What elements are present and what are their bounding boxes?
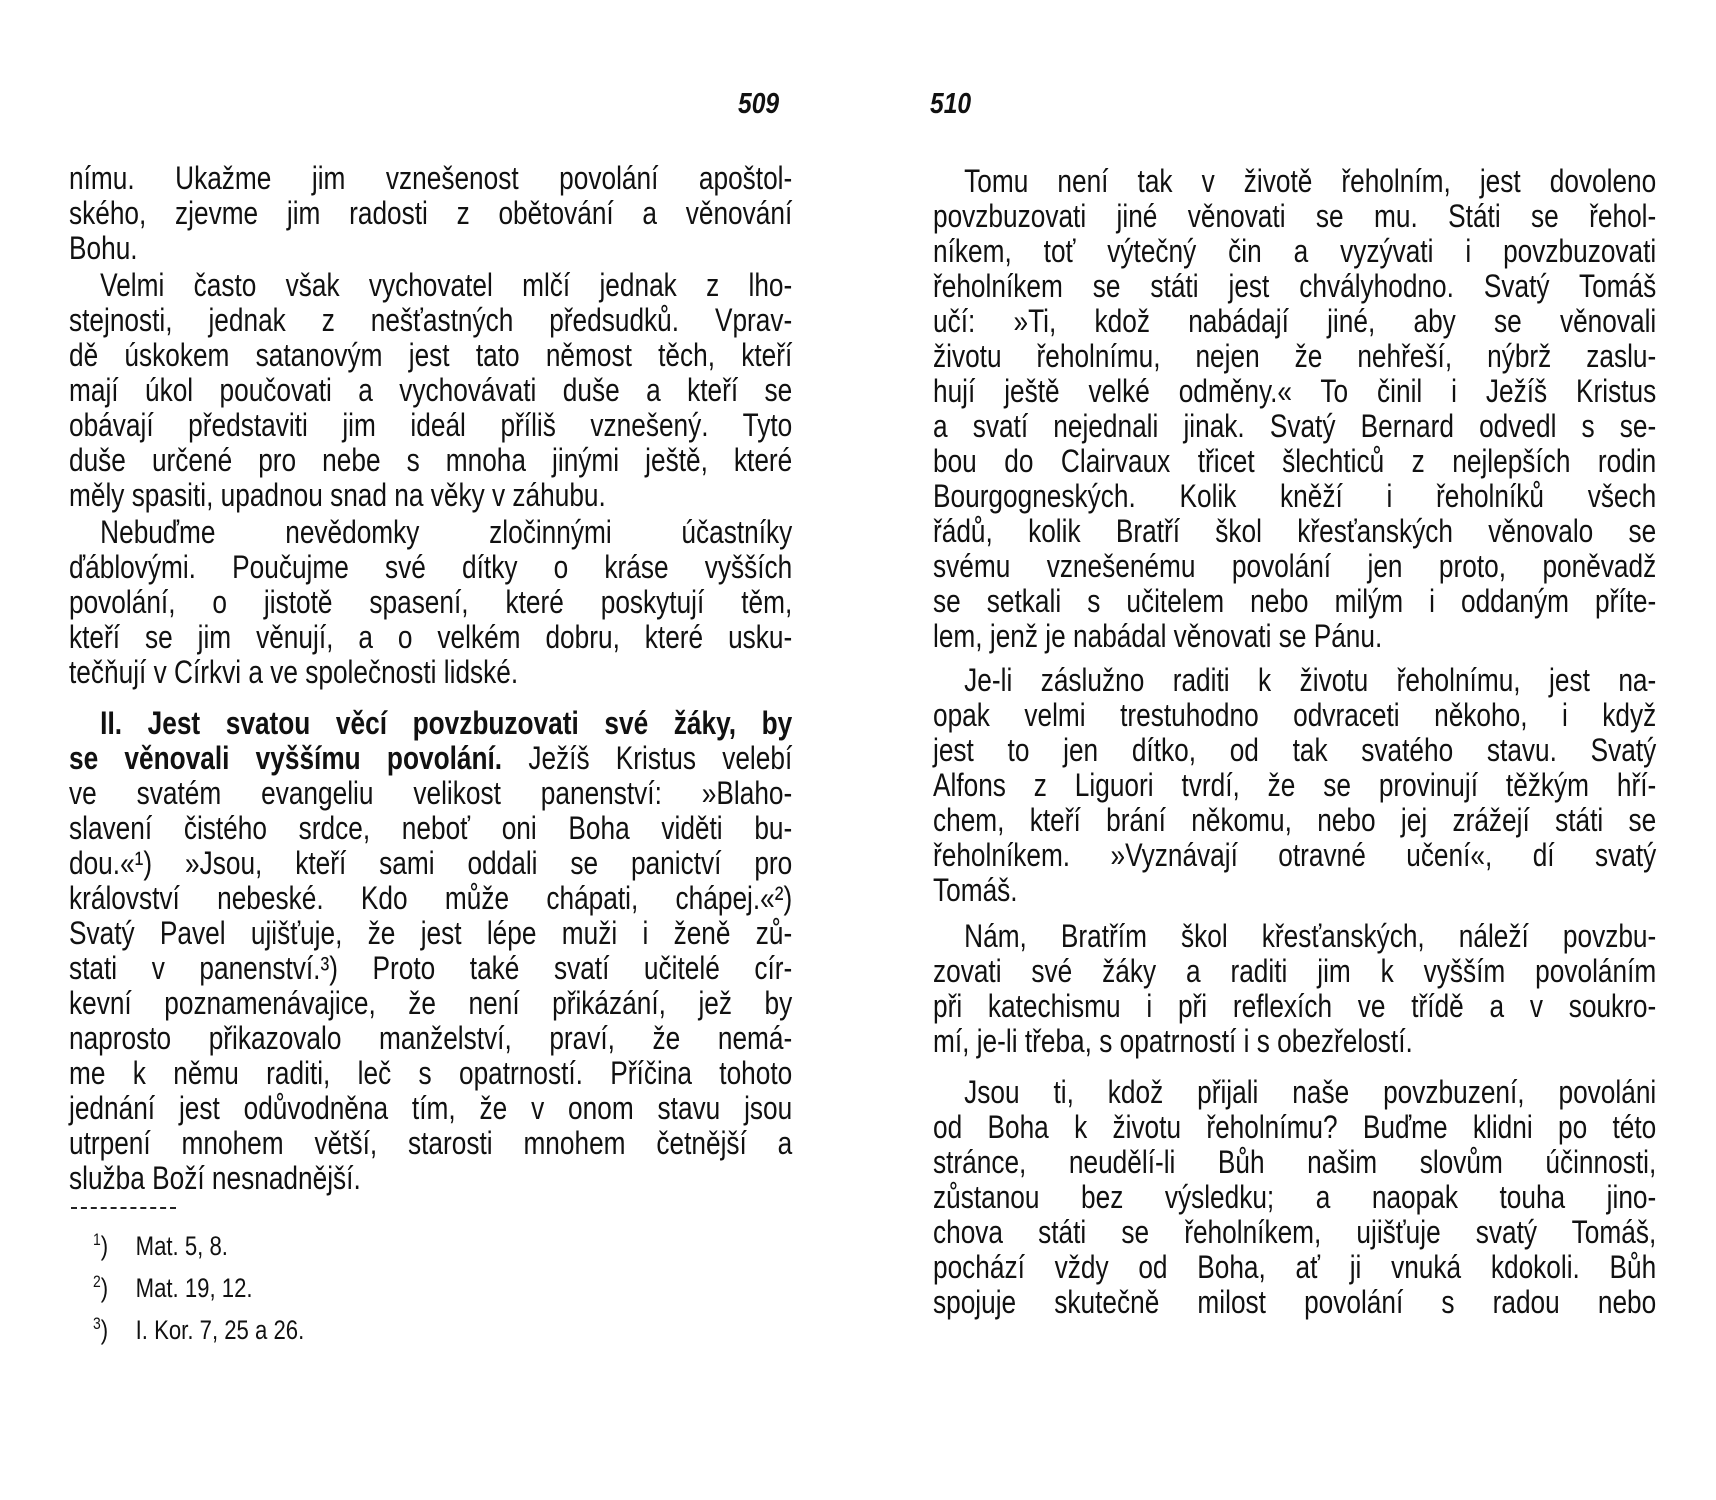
text-line xyxy=(933,1145,1656,1180)
text-line xyxy=(69,706,792,741)
text-segment: Tomáš. xyxy=(933,872,1018,908)
text-line xyxy=(933,873,1656,908)
text-segment: stejnosti, jednak z nešťastných předsudků. Vprav- xyxy=(69,302,793,338)
text-segment: chem, kteří brání někomu, nebo jej zrážejí státi se xyxy=(933,802,1657,838)
footnotes xyxy=(93,1222,493,1348)
footnote-mark: $^2$) xyxy=(93,1272,109,1303)
right-page-text xyxy=(933,164,1656,1320)
text-line xyxy=(933,1180,1656,1215)
text-line xyxy=(69,268,792,303)
footnote xyxy=(93,1222,487,1264)
text-segment: ďáblovými. Poučujme své dítky o kráse vyšších xyxy=(69,549,793,585)
text-segment: níkem, toť výtečný čin a vyzývati i povzbuzovati xyxy=(933,233,1657,269)
text-line xyxy=(933,954,1656,989)
text-line xyxy=(69,951,792,986)
text-line xyxy=(933,339,1656,374)
text-line xyxy=(933,1110,1656,1145)
text-line xyxy=(69,986,792,1021)
text-line xyxy=(69,196,792,231)
text-line xyxy=(69,1056,792,1091)
footnote-mark: $^1$) xyxy=(93,1230,109,1261)
text-line xyxy=(933,838,1656,873)
text-line xyxy=(933,1250,1656,1285)
text-line xyxy=(933,549,1656,584)
footnote-number: 1 xyxy=(93,1230,101,1249)
text-segment: bou do Clairvaux třicet šlechticů z nejlepších rodin xyxy=(933,443,1657,479)
text-line xyxy=(933,409,1656,444)
text-segment: Jsou ti, kdož přijali naše povzbuzení, povoláni xyxy=(964,1074,1657,1110)
text-line xyxy=(69,515,792,550)
text-segment: Nám, Bratřím škol křesťanských, náleží povzbu- xyxy=(964,918,1657,954)
text-line xyxy=(69,811,792,846)
text-segment: Je-li záslužno raditi k životu řeholnímu, jest na- xyxy=(964,662,1657,698)
text-line xyxy=(933,698,1656,733)
text-segment: řeholníkem se státi jest chvályhodno. Svatý Tomáš xyxy=(933,268,1657,304)
text-segment: kteří se jim věnují, a o velkém dobru, které usku- xyxy=(69,619,793,655)
text-line xyxy=(933,304,1656,339)
text-line xyxy=(69,1091,792,1126)
text-segment: pochází vždy od Boha, ať ji vnuká kdokoli. Bůh xyxy=(933,1249,1657,1285)
text-line xyxy=(933,919,1656,954)
text-segment: od Boha k životu řeholnímu? Buďme klidni po této xyxy=(933,1109,1657,1145)
footnote-text: Mat. 5, 8. xyxy=(135,1231,228,1261)
footnote-separator xyxy=(71,1207,176,1209)
text-line xyxy=(933,1285,1656,1320)
text-line xyxy=(933,1215,1656,1250)
text-line xyxy=(933,584,1656,619)
text-line xyxy=(933,663,1656,698)
text-segment: jednání jest odůvodněna tím, že v onom stavu jsou xyxy=(69,1090,793,1126)
text-segment: Velmi často však vychovatel mlčí jednak z lho- xyxy=(100,267,793,303)
text-line xyxy=(69,231,792,266)
text-segment: jest to jen dítko, od tak svatého stavu. Svatý xyxy=(933,732,1657,768)
text-segment: učí: »Ti, kdož nabádají jiné, aby se věnovali xyxy=(933,303,1657,339)
text-segment: Svatý Pavel ujišťuje, že jest lépe muži i ženě zů- xyxy=(69,915,793,951)
text-line xyxy=(69,655,792,690)
paragraph xyxy=(69,515,792,690)
text-segment: mají úkol poučovati a vychovávati duše a kteří se xyxy=(69,372,793,408)
text-line xyxy=(69,846,792,881)
text-line xyxy=(69,338,792,373)
text-line xyxy=(69,443,792,478)
text-segment: tečňují v Církvi a ve společnosti lidské. xyxy=(69,654,519,690)
text-segment: řádů, kolik Bratří škol křesťanských věnovalo se xyxy=(933,513,1657,549)
text-line xyxy=(69,373,792,408)
paragraph xyxy=(69,161,792,266)
text-line xyxy=(69,1021,792,1056)
text-line xyxy=(69,550,792,585)
text-line xyxy=(69,881,792,916)
text-line xyxy=(69,620,792,655)
text-line xyxy=(69,741,792,776)
text-segment: ského, zjevme jim radosti z obětování a věnování xyxy=(69,195,793,231)
text-segment: stránce, neudělí-li Bůh našim slovům účinnosti, xyxy=(933,1144,1657,1180)
text-line xyxy=(933,1075,1656,1110)
text-segment: Alfons z Liguori tvrdí, že se provinují těžkým hří- xyxy=(933,767,1657,803)
page-number-right: 510 xyxy=(930,88,972,120)
text-line xyxy=(933,234,1656,269)
text-segment: měly spasiti, upadnou snad na věky v záhubu. xyxy=(69,477,606,513)
text-segment: ve svatém evangeliu velikost panenství: »Blaho- xyxy=(69,775,793,811)
text-line xyxy=(69,585,792,620)
text-segment: dou.«¹) »Jsou, kteří sami oddali se panictví pro xyxy=(69,845,793,881)
text-line xyxy=(69,478,792,513)
text-segment: me k němu raditi, leč s opatrností. Příčina tohoto xyxy=(69,1055,793,1091)
footnote xyxy=(93,1306,487,1348)
text-segment: Bourgogneských. Kolik kněží i řeholníků všech xyxy=(933,478,1657,514)
bold-heading-text: se věnovali vyššímu povolání. xyxy=(69,740,503,776)
text-segment: hují ještě velké odměny.« To činil i Ježíš Kristus xyxy=(933,373,1657,409)
text-line xyxy=(69,161,792,196)
text-segment: při katechismu i při reflexích ve třídě a v soukro- xyxy=(933,988,1657,1024)
footnote-number: 3 xyxy=(93,1314,101,1333)
paragraph xyxy=(933,919,1656,1059)
left-page-text xyxy=(69,161,792,1196)
text-line xyxy=(933,444,1656,479)
text-segment: obávají představiti jim ideál příliš vznešený. Tyto xyxy=(69,407,793,443)
text-segment: stati v panenství.³) Proto také svatí učitelé cír- xyxy=(69,950,793,986)
text-segment: povzbuzovati jiné věnovati se mu. Státi se řehol- xyxy=(933,198,1657,234)
text-line xyxy=(933,514,1656,549)
text-segment: životu řeholnímu, nejen že nehřeší, nýbrž zaslu- xyxy=(933,338,1657,374)
text-line xyxy=(933,768,1656,803)
text-line xyxy=(933,989,1656,1024)
text-line xyxy=(933,803,1656,838)
text-segment: duše určené pro nebe s mnoha jinými ještě, které xyxy=(69,442,793,478)
text-segment: Tomu není tak v životě řeholním, jest dovoleno xyxy=(964,163,1657,199)
text-segment: utrpení mnohem větší, starosti mnohem četnější a xyxy=(69,1125,793,1161)
text-segment: chova státi se řeholníkem, ujišťuje svatý Tomáš, xyxy=(933,1214,1657,1250)
text-line xyxy=(69,916,792,951)
text-segment: Nebuďme nevědomky zločinnými účastníky xyxy=(100,514,793,550)
bold-heading-text: II. Jest svatou věcí povzbuzovati své žáky, by xyxy=(100,705,793,741)
paragraph xyxy=(933,663,1656,908)
text-segment: opak velmi trestuhodno odvraceti někoho, i když xyxy=(933,697,1657,733)
text-line xyxy=(69,303,792,338)
text-line xyxy=(933,199,1656,234)
footnote xyxy=(93,1264,487,1306)
text-line xyxy=(933,164,1656,199)
text-segment: nímu. Ukažme jim vznešenost povolání apoštol- xyxy=(69,160,793,196)
text-line xyxy=(933,1024,1656,1059)
paragraph xyxy=(69,706,792,1196)
paragraph xyxy=(933,164,1656,654)
text-segment: se setkali s učitelem nebo milým i oddaným příte- xyxy=(933,583,1657,619)
text-segment: povolání, o jistotě spasení, které poskytují těm, xyxy=(69,584,793,620)
text-line xyxy=(69,408,792,443)
text-segment: naprosto přikazovalo manželství, praví, že nemá- xyxy=(69,1020,793,1056)
text-line xyxy=(933,269,1656,304)
text-segment: slavení čistého srdce, neboť oni Boha viděti bu- xyxy=(69,810,793,846)
text-segment: a svatí nejednali jinak. Svatý Bernard odvedl s se- xyxy=(933,408,1657,444)
text-line xyxy=(933,479,1656,514)
footnote-number: 2 xyxy=(93,1272,101,1291)
text-segment: Bohu. xyxy=(69,230,138,266)
text-segment: zůstanou bez výsledku; a naopak touha jino- xyxy=(933,1179,1657,1215)
text-line xyxy=(933,733,1656,768)
footnote-text: Mat. 19, 12. xyxy=(135,1273,253,1303)
text-line xyxy=(69,1126,792,1161)
text-segment: kevní poznamenávajice, že není přikázání, jež by xyxy=(69,985,793,1021)
text-line xyxy=(933,619,1656,654)
footnote-mark: $^3$) xyxy=(93,1314,109,1345)
paragraph xyxy=(69,268,792,513)
text-segment: služba Boží nesnadnější. xyxy=(69,1160,361,1196)
text-segment: řeholníkem. »Vyznávají otravné učení«, dí svatý xyxy=(933,837,1657,873)
text-segment: království nebeské. Kdo může chápati, chápej.«²) xyxy=(69,880,793,916)
text-segment: spojuje skutečně milost povolání s radou nebo xyxy=(933,1284,1657,1320)
text-segment: dě úskokem satanovým jest tato němost těch, kteří xyxy=(69,337,793,373)
text-segment: mí, je-li třeba, s opatrností i s obezřelostí. xyxy=(933,1023,1413,1059)
text-segment: Ježíš Kristus velebí xyxy=(502,740,793,776)
page-number-left: 509 xyxy=(738,88,780,120)
text-segment: svému vznešenému povolání jen proto, poněvadž xyxy=(933,548,1657,584)
text-line xyxy=(933,374,1656,409)
text-line xyxy=(69,1161,792,1196)
footnote-text: I. Kor. 7, 25 a 26. xyxy=(135,1315,305,1345)
text-line xyxy=(69,776,792,811)
text-segment: zovati své žáky a raditi jim k vyšším povoláním xyxy=(933,953,1657,989)
paragraph xyxy=(933,1075,1656,1320)
text-segment: lem, jenž je nabádal věnovati se Pánu. xyxy=(933,618,1383,654)
